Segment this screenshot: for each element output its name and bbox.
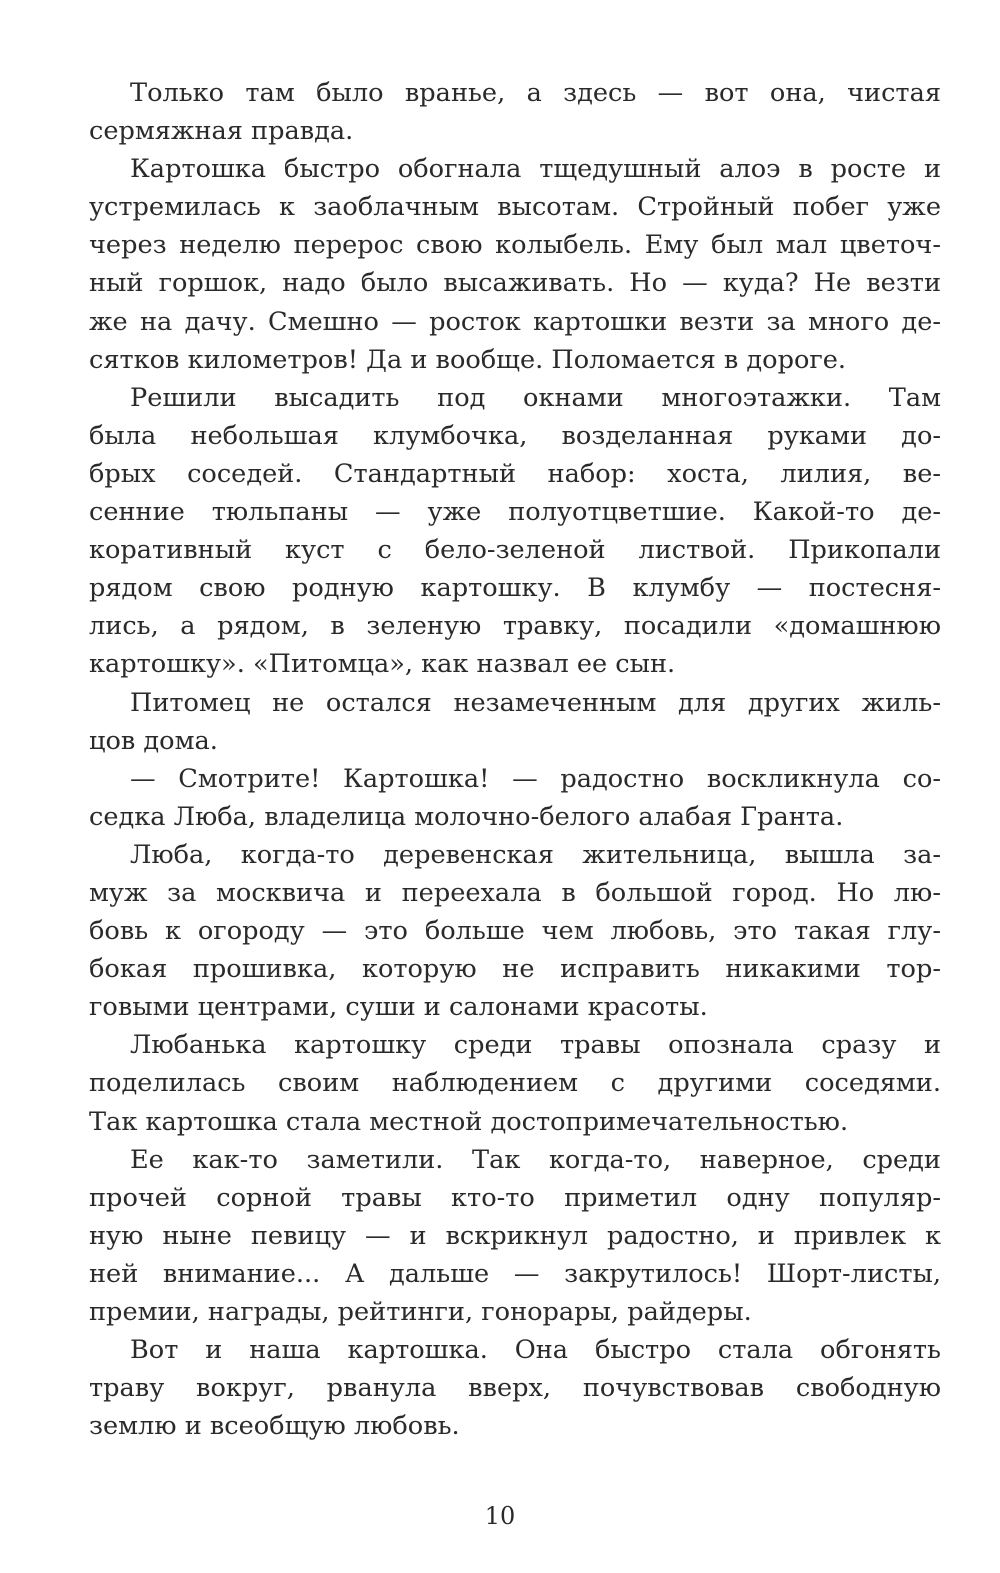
text-line: прочей сорной травы кто-то приметил одну популяр- — [89, 1182, 941, 1213]
text-line: ный горшок, надо было высаживать. Но — куда? Не везти — [89, 268, 941, 299]
text-line: говыми центрами, суши и салонами красоты. — [89, 992, 708, 1023]
text-line: премии, награды, рейтинги, гонорары, райдеры. — [89, 1297, 752, 1327]
text-line: Питомец не остался незамеченным для других жиль- — [130, 687, 941, 718]
text-line: сенние тюльпаны — уже полуотцветшие. Какой-то де- — [89, 497, 941, 528]
text-line: через неделю перерос свою колыбель. Ему был мал цветоч- — [89, 230, 941, 261]
text-line: бокая прошивка, которую не исправить никакими тор- — [89, 954, 941, 985]
text-line: Любанька картошку среди травы опознала сразу и — [130, 1030, 941, 1061]
page-number: 10 — [484, 1502, 516, 1530]
text-line: же на дачу. Смешно — росток картошки везти за много де- — [89, 306, 941, 337]
text-line: Решили высадить под окнами многоэтажки. Там — [130, 382, 941, 413]
text-line: Только там было вранье, а здесь — вот она, чистая — [130, 78, 941, 108]
text-line: бовь к огороду — это больше чем любовь, это такая глу- — [89, 916, 941, 947]
text-line: Так картошка стала местной достопримечательностью. — [89, 1106, 849, 1137]
text-line: рядом свою родную картошку. В клумбу — постесня- — [89, 573, 941, 604]
text-line: цов дома. — [89, 725, 218, 756]
text-line: Картошка быстро обогнала тщедушный алоэ в росте и — [130, 154, 941, 185]
text-line: коративный куст с бело-зеленой листвой. Прикопали — [89, 535, 941, 566]
text-line: Вот и наша картошка. Она быстро стала обгонять — [130, 1335, 941, 1366]
text-line: — Смотрите! Картошка! — радостно воскликнула со- — [130, 763, 941, 794]
text-line: ную ныне певицу — и вскрикнул радостно, и привлек к — [89, 1220, 941, 1251]
text-line: Ее как-то заметили. Так когда-то, наверное, среди — [130, 1144, 941, 1175]
text-line: сятков километров! Да и вообще. Поломается в дороге. — [89, 344, 847, 375]
text-line: лись, а рядом, в зеленую травку, посадили «домашнюю — [89, 611, 941, 642]
text-line: брых соседей. Стандартный набор: хоста, лилия, ве- — [89, 458, 941, 489]
text-line: седка Люба, владелица молочно-белого алабая Гранта. — [89, 801, 844, 832]
body-text — [89, 74, 941, 1445]
text-line: устремилась к заоблачным высотам. Стройный побег уже — [89, 192, 941, 223]
text-line: ней внимание... А дальше — закрутилось! Шорт-листы, — [89, 1258, 941, 1289]
text-line: картошку». «Питомца», как назвал ее сын. — [89, 649, 676, 680]
text-line: была небольшая клумбочка, возделанная руками до- — [89, 420, 941, 451]
text-line: муж за москвича и переехала в большой город. Но лю- — [89, 877, 941, 908]
text-line: поделилась своим наблюдением с другими соседями. — [89, 1068, 941, 1099]
text-line: землю и всеобщую любовь. — [89, 1411, 460, 1442]
text-line: Люба, когда-то деревенская жительница, вышла за- — [130, 839, 941, 870]
text-line: траву вокруг, рванула вверх, почувствовав свободную — [89, 1373, 941, 1404]
text-line: сермяжная правда. — [89, 116, 354, 147]
